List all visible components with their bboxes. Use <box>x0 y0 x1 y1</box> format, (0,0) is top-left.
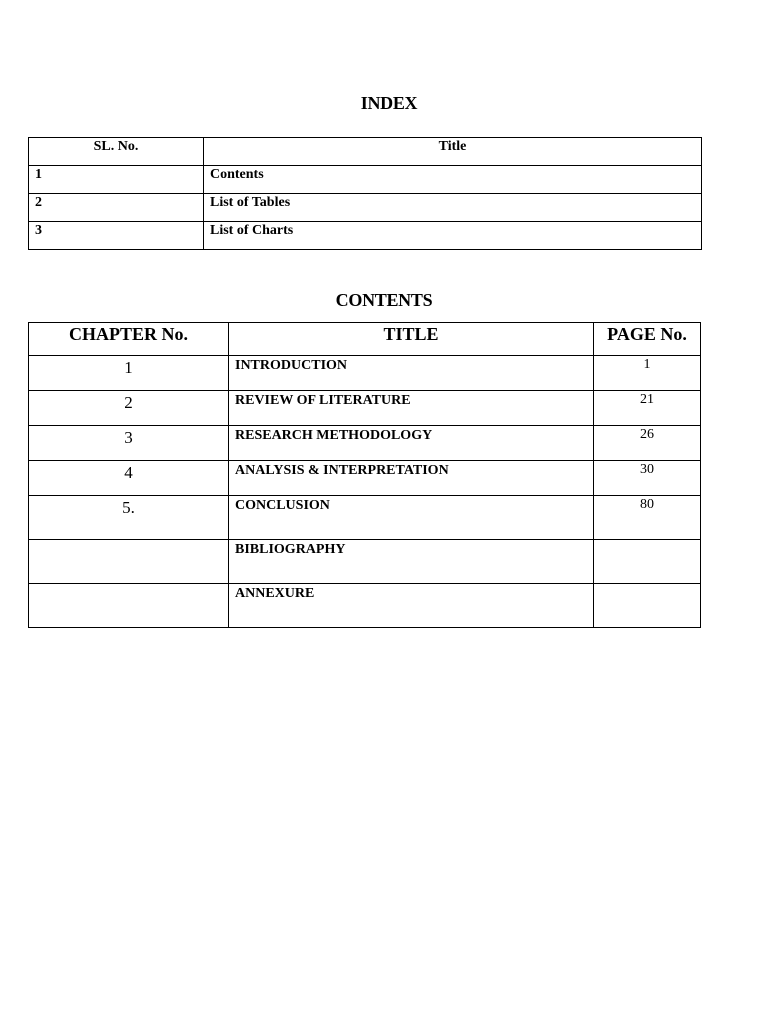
chapter-title-cell: CONCLUSION <box>229 496 594 540</box>
index-sl-cell: 1 <box>29 166 204 194</box>
contents-header-row <box>29 323 701 356</box>
page-number-cell: 1 <box>594 356 701 391</box>
chapter-number-cell <box>29 540 229 584</box>
page-number-cell: 30 <box>594 461 701 496</box>
page-number-cell: 80 <box>594 496 701 540</box>
index-title-cell: Contents <box>204 166 702 194</box>
contents-col-chapter-no: CHAPTER No. <box>29 323 229 356</box>
index-sl-cell: 2 <box>29 194 204 222</box>
table-row <box>29 391 701 426</box>
contents-col-page-no: PAGE No. <box>594 323 701 356</box>
chapter-number-cell: 1 <box>29 356 229 391</box>
table-row <box>29 356 701 391</box>
contents-heading: CONTENTS <box>335 290 433 310</box>
page-number-cell <box>594 540 701 584</box>
chapter-title-cell: REVIEW OF LITERATURE <box>229 391 594 426</box>
contents-col-title: TITLE <box>229 323 594 356</box>
chapter-number-cell <box>29 584 229 628</box>
table-row <box>29 426 701 461</box>
table-row <box>29 540 701 584</box>
index-title-cell: List of Charts <box>204 222 702 250</box>
index-heading: INDEX <box>360 93 418 113</box>
index-col-title: Title <box>204 138 702 166</box>
page-number-cell: 26 <box>594 426 701 461</box>
chapter-number-cell: 4 <box>29 461 229 496</box>
table-row <box>29 194 702 222</box>
chapter-title-cell: RESEARCH METHODOLOGY <box>229 426 594 461</box>
chapter-number-cell: 5. <box>29 496 229 540</box>
index-header-row <box>29 138 702 166</box>
table-row <box>29 584 701 628</box>
table-row <box>29 222 702 250</box>
table-row <box>29 496 701 540</box>
chapter-title-cell: INTRODUCTION <box>229 356 594 391</box>
chapter-title-cell: BIBLIOGRAPHY <box>229 540 594 584</box>
index-table <box>28 137 702 250</box>
chapter-title-cell: ANNEXURE <box>229 584 594 628</box>
index-col-sl-no: SL. No. <box>29 138 204 166</box>
chapter-number-cell: 2 <box>29 391 229 426</box>
chapter-title-cell: ANALYSIS & INTERPRETATION <box>229 461 594 496</box>
index-sl-cell: 3 <box>29 222 204 250</box>
contents-table <box>28 322 701 628</box>
page-number-cell <box>594 584 701 628</box>
index-title-cell: List of Tables <box>204 194 702 222</box>
table-row <box>29 166 702 194</box>
chapter-number-cell: 3 <box>29 426 229 461</box>
table-row <box>29 461 701 496</box>
page-number-cell: 21 <box>594 391 701 426</box>
